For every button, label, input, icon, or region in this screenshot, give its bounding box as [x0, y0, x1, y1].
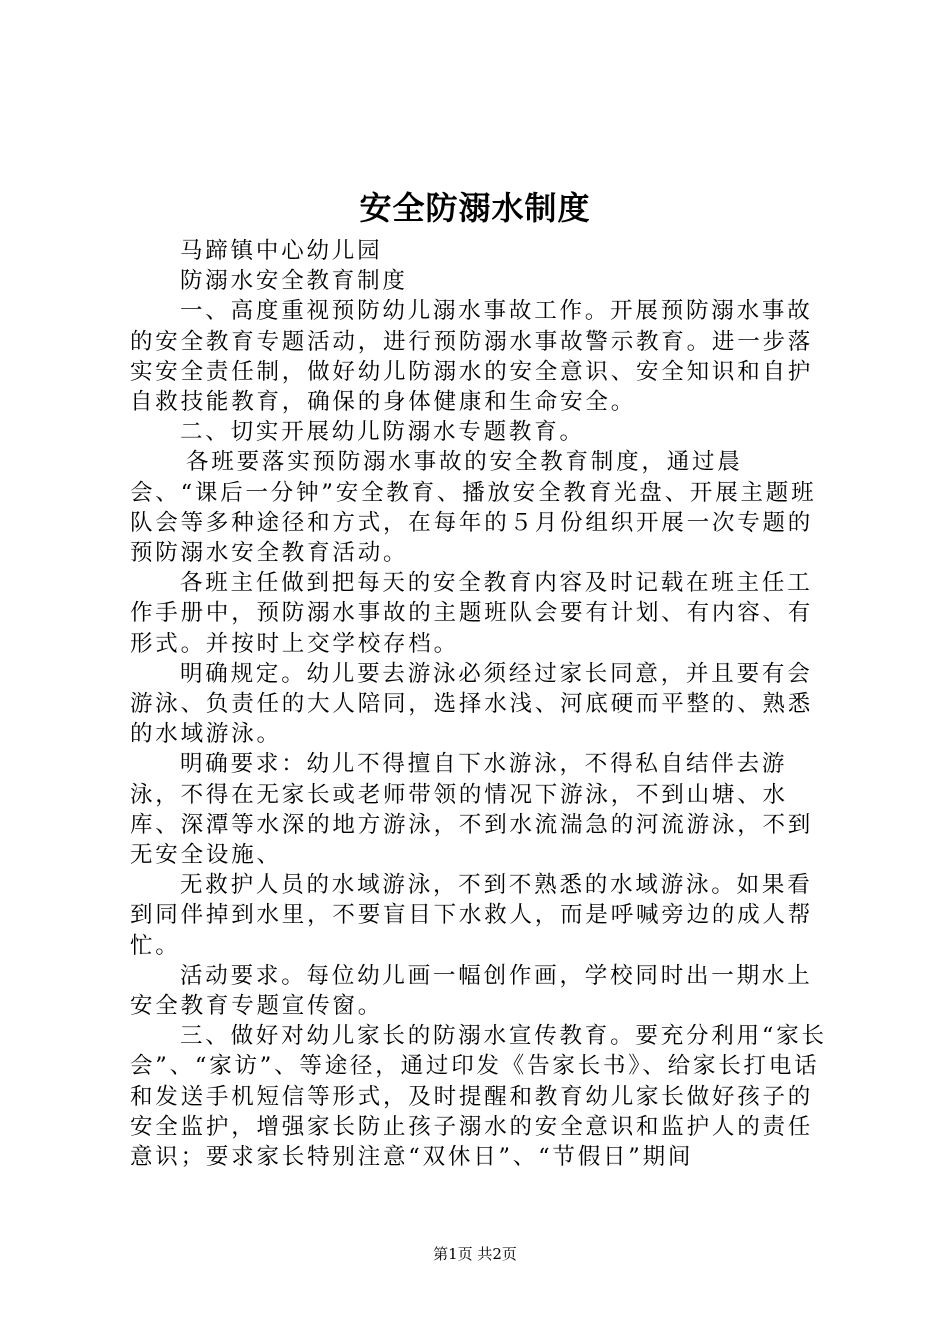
document-title: 安全防溺水制度	[359, 189, 591, 227]
paragraph-section-one: 一、高度重视预防幼儿溺水事故工作。开展预防溺水事故的安全教育专题活动，进行预防溺水事故警示教育。进一步落实安全责任制，做好幼儿防溺水的安全意识、安全知识和自护自救技能教育，确保的身体健康和生命安全。	[130, 298, 814, 416]
paragraph-teacher-records: 各班主任做到把每天的安全教育内容及时记载在班主任工作手册中，预防溺水事故的主题班队会要有计划、有内容、有形式。并按时上交学校存档。	[130, 570, 814, 657]
paragraph-section-three: 三、做好对幼儿家长的防溺水宣传教育。要充分利用“家长会”、“家访”、等途径，通过印发《告家长书》、给家长打电话和发送手机短信等形式，及时提醒和教育幼儿家长做好孩子的安全监护，增强家长防止孩子溺水的安全意识和监护人的责任意识；要求家长特别注意“双休日”、“节假日”期间	[130, 1023, 827, 1171]
page-number-footer: 第1页 共2页	[433, 1245, 517, 1263]
paragraph-subtitle: 防溺水安全教育制度	[180, 268, 408, 295]
paragraph-clear-requirements: 明确要求：幼儿不得擅自下水游泳，不得私自结伴去游泳，不得在无家长或老师带领的情况下游泳，不到山塘、水库、深潭等水深的地方游泳，不到水流湍急的河流游泳，不到无安全设施、	[130, 751, 814, 869]
paragraph-rescue-guidance: 无救护人员的水域游泳，不到不熟悉的水域游泳。如果看到同伴掉到水里，不要盲目下水救人，而是呼喊旁边的成人帮忙。	[130, 872, 814, 959]
paragraph-school-name: 马蹄镇中心幼儿园	[180, 238, 383, 264]
paragraph-clear-rules: 明确规定。幼儿要去游泳必须经过家长同意，并且要有会游泳、负责任的大人陪同，选择水浅、河底硬而平整的、熟悉的水域游泳。	[130, 660, 814, 748]
paragraph-activity-requirements: 活动要求。每位幼儿画一幅创作画，学校同时出一期水上安全教育专题宣传窗。	[130, 962, 813, 1020]
paragraph-section-two-heading: 二、切实开展幼儿防溺水专题教育。	[180, 419, 585, 446]
paragraph-class-education: 各班要落实预防溺水事故的安全教育制度，通过晨会、“课后一分钟”安全教育、播放安全教育光盘、开展主题班队会等多种途径和方式，在每年的５月份组织开展一次专题的预防溺水安全教育活动。	[130, 449, 817, 567]
document-body	[130, 236, 830, 1172]
